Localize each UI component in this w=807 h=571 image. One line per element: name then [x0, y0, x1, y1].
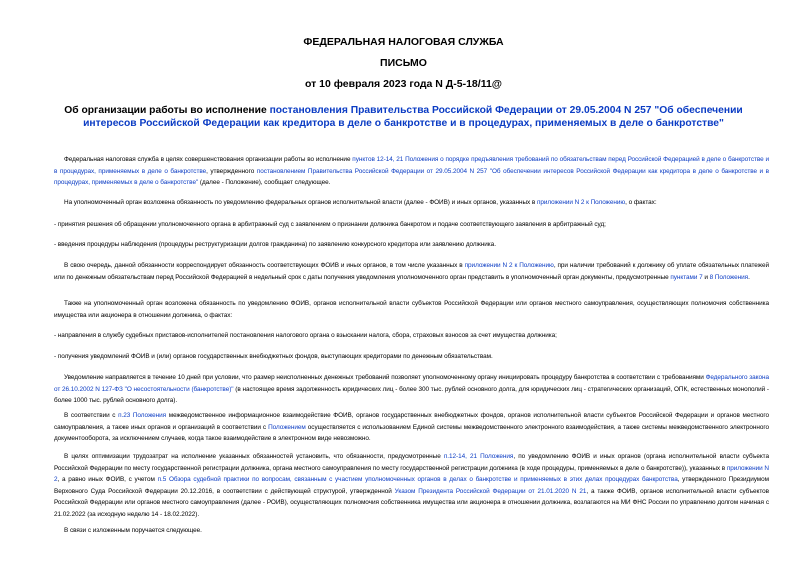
p9-link-law[interactable]: Федерального закона от 26.10.2002 N 127-ФЗ "О несостоятельности (банкротстве)" — [54, 374, 769, 393]
paragraph-12: В связи с изложенным поручается следующее. — [64, 527, 202, 534]
p5-text-4: . — [748, 273, 750, 281]
paragraph-8: - получения уведомлений ФОИВ и (или) органов государственных внебюджетных фондов, выступающих кредиторами по денежным обязательствам. — [54, 353, 493, 360]
paragraph-3: - принятия решения об обращении уполномоченного органа в арбитражный суд с заявлением о признании должника банкротом и подаче соответствующего заявления в арбитражный суд; — [54, 221, 606, 228]
paragraph-2 — [54, 197, 769, 209]
p11-link-points[interactable]: п.12-14, 21 Положения — [443, 453, 514, 460]
p5-text-2: , при наличии требований к должнику об уплате обязательных платежей или по денежным обязательствам перед Российской Федерацией в недельный срок с даты получения уведомления уполномоченного орган представить в уполномоченный орган документы, предусмотренные — [54, 262, 769, 281]
paragraph-5 — [54, 260, 769, 283]
p11-link-review[interactable]: п.5 Обзора судебной практики по вопросам, связанным с участием уполномоченных органов в делах о банкротстве и применяемых в этих делах процедурах банкротства — [157, 476, 678, 483]
p11-text-1: В целях оптимизации трудозатрат на исполнение указанных обязанностей установить, что обязанности, предусмотренные — [64, 453, 444, 460]
p11-link-decree[interactable]: Указом Президента Российской Федерации от 21.01.2020 N 21 — [394, 487, 587, 495]
p10-link-point-23[interactable]: п.23 Положения — [118, 412, 167, 419]
p5-link-point-7[interactable]: пунктами 7 — [670, 273, 703, 281]
agency-heading: ФЕДЕРАЛЬНАЯ НАЛОГОВАЯ СЛУЖБА — [303, 36, 504, 48]
p10-text-3: осуществляется с использованием Единой системы межведомственного электронного взаимодействия, а также системы межведомственного электронного документооборота, за исключением случаев, когда такое взаимодействие в электронном виде невозможно. — [54, 423, 770, 442]
paragraph-7: - направления в службу судебных приставов-исполнителей постановления налогового органа о взыскании налога, сбора, страховых взносов за счет имущества должника; — [54, 332, 557, 339]
paragraph-9 — [54, 372, 769, 407]
doc-type-heading: ПИСЬМО — [380, 57, 427, 69]
p11-text-2: , по уведомлению ФОИВ и иных органов (органа исполнительной власти субъекта Российской Федерации по месту государственной регистрации должника, органа местного самоуправления по месту государственной регистрации должника (в ходе процедуры, применяемых в деле о банкротстве)), указанных в — [54, 453, 769, 472]
p10-link-regulation[interactable]: Положением — [268, 423, 306, 431]
p9-text-2: (в настоящее время задолженность юридических лиц - более 300 тыс. рублей основного долга, для юридических лиц - стратегических организаций, ОПК, естественных монополий - более 1000 тыс. рублей основного долга). — [54, 385, 769, 404]
p5-text-3: и — [702, 273, 710, 281]
p10-text-2: межведомственное информационное взаимодействие ФОИВ, органов государственных внебюджетных фондов, органов исполнительной власти субъектов Российской Федерации и органов местного самоуправления, а также иных органов и организаций в соответствии с — [54, 412, 769, 431]
p10-text-1: В соответствии с — [64, 412, 119, 419]
p1-text-1: Федеральная налоговая служба в целях совершенствования организации работы во исполнение — [64, 156, 353, 163]
p1-link-decree[interactable]: постановлением Правительства Российской Федерации от 29.05.2004 N 257 "Об обеспечении интересов Российской Федерации как кредитора в деле о банкротстве и в процедурах, применяемых в деле о банкротстве" — [54, 167, 769, 186]
p2-text-2: , о фактах: — [625, 199, 657, 206]
paragraph-6: Также на уполномоченный орган возложена обязанность по уведомлению ФОИВ, органов исполнительной власти субъектов Российской Федерации или органов местного самоуправления, осуществляющих полномочия собственника имущества или акционера в отношении должника, о фактах: — [54, 300, 769, 319]
p11-text-5: , а также ФОИВ, органов исполнительной власти субъектов Российской Федерации или органов местного самоуправления (далее - РОИВ), осуществляющих полномочия собственника имущества или акционера в отношении должника, возлагаются на МИ ФНС России по управлению долгом начиная с 21.02.2022 (за исходную неделю 14 - 18.02.2022). — [54, 487, 770, 518]
p1-text-2: , утвержденного — [206, 167, 257, 175]
p5-link-point-8[interactable]: 8 Положения — [709, 273, 749, 281]
document-title — [40, 104, 767, 130]
paragraph-10 — [54, 410, 769, 445]
p2-text-1: На уполномоченный орган возложена обязанность по уведомлению федеральных органов исполнительной власти (далее - ФОИВ) и иных органов, указанных в — [64, 199, 537, 206]
p5-link-appendix[interactable]: приложении N 2 к Положению — [464, 262, 554, 269]
p11-text-4: , утвержденного Президиумом Верховного Суда Российской Федерации 20.12.2016, в соответствии с действующей структурой, утвержденной — [54, 476, 769, 495]
paragraph-4: - введения процедуры наблюдения (процедуры реструктуризации долгов гражданина) по заявлению конкурсного кредитора или заявлению должника. — [54, 241, 496, 248]
p11-text-3: , а равно иных ФОИВ, с учетом — [57, 476, 158, 483]
p11-link-appendix[interactable]: приложении N 2 — [54, 464, 769, 483]
p1-link-points[interactable]: пунктов 12-14, 21 Положения о порядке предъявления требований по обязательствам перед Российской Федерацией в деле о банкротстве и в процедурах, применяемых в деле о банкротстве — [54, 156, 769, 175]
title-prefix: Об организации работы во исполнение — [64, 105, 270, 116]
p5-text-1: В свою очередь, данной обязанности корреспондирует обязанность соответствующих ФОИВ и иных органов, в том числе указанных в — [64, 262, 465, 269]
title-decree-link[interactable]: постановления Правительства Российской Федерации от 29.05.2004 N 257 "Об обеспечении интересов Российской Федерации как кредитора в деле о банкротстве и в процедурах, применяемых в деле о банкротстве" — [83, 105, 743, 129]
p9-text-1: Уведомление направляется в течение 10 дней при условии, что размер неисполненных денежных требований позволяет уполномоченному органу инициировать процедуру банкротства в соответствии с требованиями — [64, 374, 706, 381]
paragraph-1 — [54, 154, 769, 189]
p1-text-3: (далее - Положение), сообщает следующее. — [198, 179, 331, 186]
p2-link-appendix[interactable]: приложении N 2 к Положению — [537, 199, 626, 206]
doc-date-number: от 10 февраля 2023 года N Д-5-18/11@ — [304, 78, 503, 90]
paragraph-11 — [54, 451, 769, 520]
